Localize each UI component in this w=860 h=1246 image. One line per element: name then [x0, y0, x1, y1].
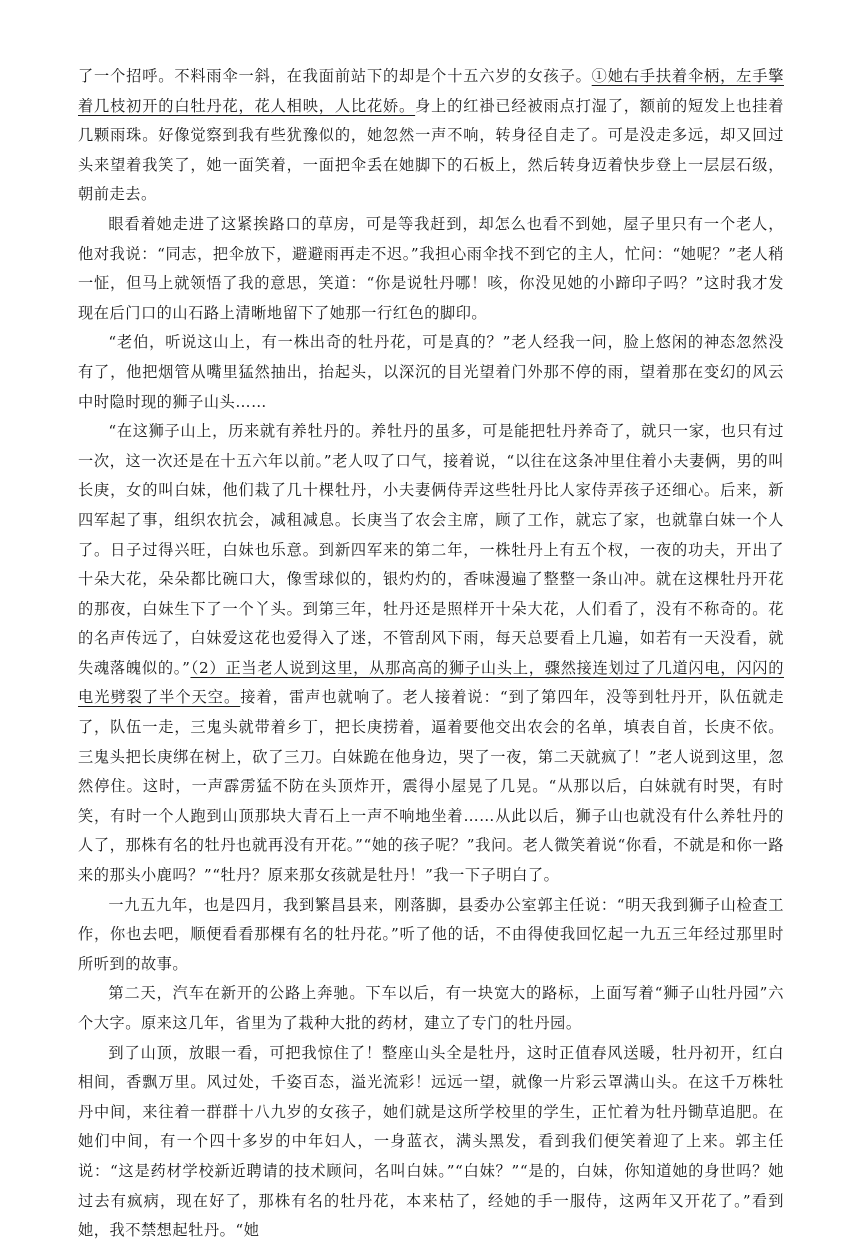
paragraph-4-text-before: “在这狮子山上，历来就有养牡丹的。养牡丹的虽多，可是能把牡丹养奇了，就只一家，也只有过一次，这一次还是在十五六年以前。”老人叹了口气，接着说，“以往在这条冲里住着小夫妻俩，男的叫长庚，女的叫白妹，他们栽了几十棵牡丹，小夫妻俩侍弄这些牡丹比人家侍弄孩子还细心。后来，新四军起了事，组织农抗会，减租减息。长庚当了农会主席，顾了工作，就忘了家，也就靠白妹一个人了。日子过得兴旺，白妹也乐意。到新四军来的第二年，一株牡丹上有五个杈，一夜的功夫，开出了十朵大花，朵朵都比碗口大，像雪球似的，银灼灼的，香味漫遍了整整一条山冲。就在这棵牡丹开花的那夜，白妹生下了一个丫头。到第三年，牡丹还是照样开十朵大花，人们看了，没有不称奇的。花的名声传远了，白妹爱这花也爱得入了迷，不管刮风下雨，每天总要看上几遍，如若有一天没看，就失魂落魄似的。”	[78, 422, 784, 677]
paragraph-3: “老伯，听说这山上，有一株出奇的牡丹花，可是真的？”老人经我一问，脸上悠闲的神态忽然没有了，他把烟管从嘴里猛然抽出，抬起头，以深沉的目光望着门外那不停的雨，望着那在变幻的风云中时隐时现的狮子山头……	[78, 333, 784, 411]
paragraph-1-text-after: 身上的红褂已经被雨点打湿了，额前的短发上也挂着几颗雨珠。好像觉察到我有些犹豫似的，她忽然一声不响，转身径自走了。可是没走多远，却又回过头来望着我笑了，她一面笑着，一面把伞丢在她脚下的石板上，然后转身迈着快步登上一层层石级，朝前走去。	[78, 96, 784, 204]
paragraph-5: 一九五九年，也是四月，我到繁昌县来，刚落脚，县委办公室郭主任说：“明天我到狮子山检查工作，你也去吧，顺便看看那棵有名的牡丹花。”听了他的话，不由得使我回忆起一九五三年经过那里时所听到的故事。	[78, 895, 784, 973]
underlined-sentence-2: （2）正当老人说到这里，从那高高的狮子山头上，骤然接连划过了几道闪电，闪闪的电光劈裂了半个天空。	[78, 658, 784, 707]
paragraph-2: 眼看着她走进了这紧挨路口的草房，可是等我赶到，却怎么也看不到她，屋子里只有一个老人，他对我说：“同志，把伞放下，避避雨再走不迟。”我担心雨伞找不到它的主人，忙问：“她呢？”老人稍一怔，但马上就领悟了我的意思，笑道：“你是说牡丹哪！咳，你没见她的小蹄印子吗？”这时我才发现在后门口的山石路上清晰地留下了她那一行红色的脚印。	[78, 214, 784, 322]
underlined-sentence-1: ①她右手扶着伞柄，左手擎着几枝初开的白牡丹花，花人相映，人比花娇。	[78, 67, 784, 115]
paragraph-6: 第二天，汽车在新开的公路上奔驰。下车以后，有一块宽大的路标，上面写着“狮子山牡丹园”六个大字。原来这几年，省里为了栽种大批的药材，建立了专门的牡丹园。	[78, 984, 784, 1032]
paragraph-1-text-before: 了一个招呼。不料雨伞一斜，在我面前站下的却是个十五六岁的女孩子。	[78, 67, 592, 85]
document-page	[78, 62, 784, 1246]
paragraph-1	[78, 62, 784, 210]
paragraph-4	[78, 417, 784, 891]
paragraph-4-text-after: 接着，雷声也就响了。老人接着说：“到了第四年，没等到牡丹开，队伍就走了，队伍一走，三鬼头就带着乡丁，把长庚捞着，逼着要他交出农会的名单，填表自首，长庚不依。三鬼头把长庚绑在树上，砍了三刀。白妹跪在他身边，哭了一夜，第二天就疯了！”老人说到这里，忽然停住。这时，一声霹雳猛不防在头顶炸开，震得小屋晃了几晃。“从那以后，白妹就有时哭，有时笑，有时一个人跑到山顶那块大青石上一声不响地坐着……从此以后，狮子山也就没有什么养牡丹的人了，那株有名的牡丹也就再没有开花。”“她的孩子呢？”我问。老人微笑着说“你看，不就是和你一路来的那头小鹿吗？”“牡丹？原来那女孩就是牡丹！”我一下子明白了。	[78, 688, 785, 885]
paragraph-7: 到了山顶，放眼一看，可把我惊住了！整座山头全是牡丹，这时正值春风送暖，牡丹初开，红白相间，香飘万里。风过处，千姿百态，溢光流彩！远远一望，就像一片彩云罩满山头。在这千万株牡丹中间，来往着一群群十八九岁的女孩子，她们就是这所学校里的学生，正忙着为牡丹锄草追肥。在她们中间，有一个四十多岁的中年妇人，一身蓝衣，满头黑发，看到我们便笑着迎了上来。郭主任说：“这是药材学校新近聘请的技术顾问，名叫白妹。”“白妹？”“是的，白妹，你知道她的身世吗？她过去有疯病，现在好了，那株有名的牡丹花，本来枯了，经她的手一服侍，这两年又开花了。”看到她，我不禁想起牡丹。“她	[78, 1043, 784, 1240]
